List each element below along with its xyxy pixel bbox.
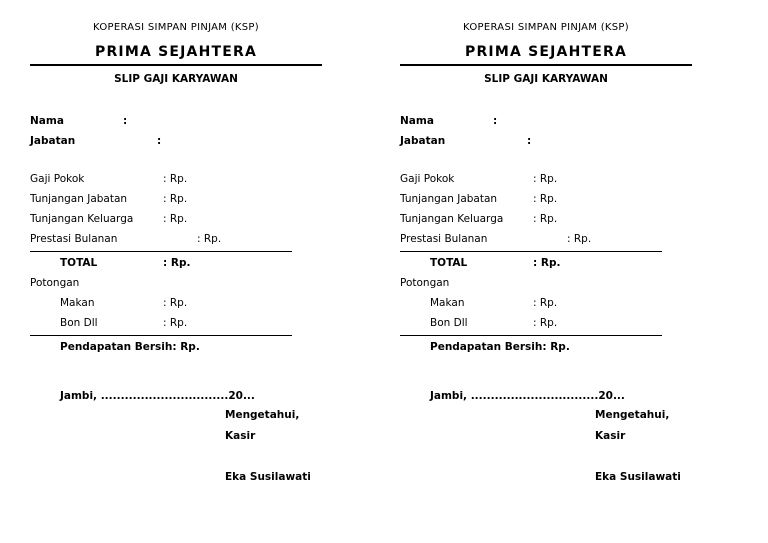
- potongan-header-row: [30, 273, 322, 293]
- jabatan-label: Jabatan: [30, 135, 76, 147]
- field-row-bon-dll: [400, 313, 692, 333]
- field-row-prestasi-bulanan: [30, 229, 322, 249]
- document-title: SLIP GAJI KARYAWAN: [484, 73, 608, 85]
- header-rule: [400, 64, 692, 66]
- jabatan-separator: :: [157, 135, 162, 147]
- gaji-pokok-label: Gaji Pokok: [400, 173, 455, 185]
- total-value: : Rp.: [533, 257, 561, 269]
- field-row-jabatan: [30, 131, 322, 151]
- field-row-nama: [400, 111, 692, 131]
- makan-label: Makan: [60, 297, 95, 309]
- tunjangan-keluarga-value: : Rp.: [533, 213, 558, 225]
- nama-label: Nama: [400, 115, 434, 127]
- date-line: Jambi, ................................20...: [430, 390, 625, 402]
- signature-name: Eka Susilawati: [595, 471, 681, 483]
- salary-slip-left: [30, 18, 322, 483]
- makan-label: Makan: [430, 297, 465, 309]
- company-name: PRIMA SEJAHTERA: [94, 44, 258, 60]
- potongan-header-row: [400, 273, 692, 293]
- field-row-tunjangan-keluarga: [400, 209, 692, 229]
- field-row-bon-dll: [30, 313, 322, 333]
- potongan-label: Potongan: [30, 277, 80, 289]
- field-row-gaji-pokok: [30, 169, 322, 189]
- field-row-tunjangan-keluarga: [30, 209, 322, 229]
- bon-dll-value: : Rp.: [533, 317, 558, 329]
- identity-section: [400, 111, 692, 151]
- net-rule: [400, 335, 662, 336]
- nama-separator: :: [493, 115, 498, 127]
- prestasi-bulanan-label: Prestasi Bulanan: [400, 233, 488, 245]
- nama-label: Nama: [30, 115, 64, 127]
- signature-role: Kasir: [225, 430, 256, 442]
- net-income-row: [30, 337, 322, 357]
- tunjangan-keluarga-label: Tunjangan Keluarga: [400, 213, 504, 225]
- org-name: KOPERASI SIMPAN PINJAM (KSP): [463, 22, 629, 33]
- bon-dll-label: Bon Dll: [430, 317, 468, 329]
- nama-separator: :: [123, 115, 128, 127]
- bon-dll-label: Bon Dll: [60, 317, 98, 329]
- header-rule: [30, 64, 322, 66]
- document-title: SLIP GAJI KARYAWAN: [114, 73, 238, 85]
- signature-ack: Mengetahui,: [225, 409, 300, 421]
- field-row-makan: [30, 293, 322, 313]
- net-income-label: Pendapatan Bersih: Rp.: [430, 341, 570, 353]
- field-row-total: [400, 253, 692, 273]
- tunjangan-jabatan-value: : Rp.: [163, 193, 188, 205]
- org-name: KOPERASI SIMPAN PINJAM (KSP): [93, 22, 259, 33]
- field-row-nama: [30, 111, 322, 131]
- prestasi-bulanan-label: Prestasi Bulanan: [30, 233, 118, 245]
- signature-block: [595, 409, 692, 483]
- potongan-label: Potongan: [400, 277, 450, 289]
- net-income-row: [400, 337, 692, 357]
- prestasi-bulanan-value: : Rp.: [567, 233, 592, 245]
- total-rule: [400, 251, 662, 252]
- field-row-tunjangan-jabatan: [30, 189, 322, 209]
- net-income-label: Pendapatan Bersih: Rp.: [60, 341, 200, 353]
- tunjangan-jabatan-value: : Rp.: [533, 193, 558, 205]
- signature-role: Kasir: [595, 430, 626, 442]
- signature-block: [225, 409, 322, 483]
- field-row-total: [30, 253, 322, 273]
- tunjangan-keluarga-label: Tunjangan Keluarga: [30, 213, 134, 225]
- earnings-section: [30, 169, 322, 249]
- total-rule: [30, 251, 292, 252]
- tunjangan-jabatan-label: Tunjangan Jabatan: [400, 193, 498, 205]
- date-line: Jambi, ................................20...: [60, 390, 255, 402]
- field-row-makan: [400, 293, 692, 313]
- field-row-tunjangan-jabatan: [400, 189, 692, 209]
- gaji-pokok-value: : Rp.: [533, 173, 558, 185]
- field-row-jabatan: [400, 131, 692, 151]
- signature-ack: Mengetahui,: [595, 409, 670, 421]
- net-rule: [30, 335, 292, 336]
- total-label: TOTAL: [60, 257, 98, 269]
- jabatan-separator: :: [527, 135, 532, 147]
- total-value: : Rp.: [163, 257, 191, 269]
- makan-value: : Rp.: [163, 297, 188, 309]
- identity-section: [30, 111, 322, 151]
- gaji-pokok-label: Gaji Pokok: [30, 173, 85, 185]
- gaji-pokok-value: : Rp.: [163, 173, 188, 185]
- prestasi-bulanan-value: : Rp.: [197, 233, 222, 245]
- signature-name: Eka Susilawati: [225, 471, 311, 483]
- jabatan-label: Jabatan: [400, 135, 446, 147]
- earnings-section: [400, 169, 692, 249]
- field-row-gaji-pokok: [400, 169, 692, 189]
- tunjangan-jabatan-label: Tunjangan Jabatan: [30, 193, 128, 205]
- makan-value: : Rp.: [533, 297, 558, 309]
- tunjangan-keluarga-value: : Rp.: [163, 213, 188, 225]
- bon-dll-value: : Rp.: [163, 317, 188, 329]
- total-label: TOTAL: [430, 257, 468, 269]
- field-row-prestasi-bulanan: [400, 229, 692, 249]
- salary-slip-right: [400, 18, 692, 483]
- company-name: PRIMA SEJAHTERA: [464, 44, 628, 60]
